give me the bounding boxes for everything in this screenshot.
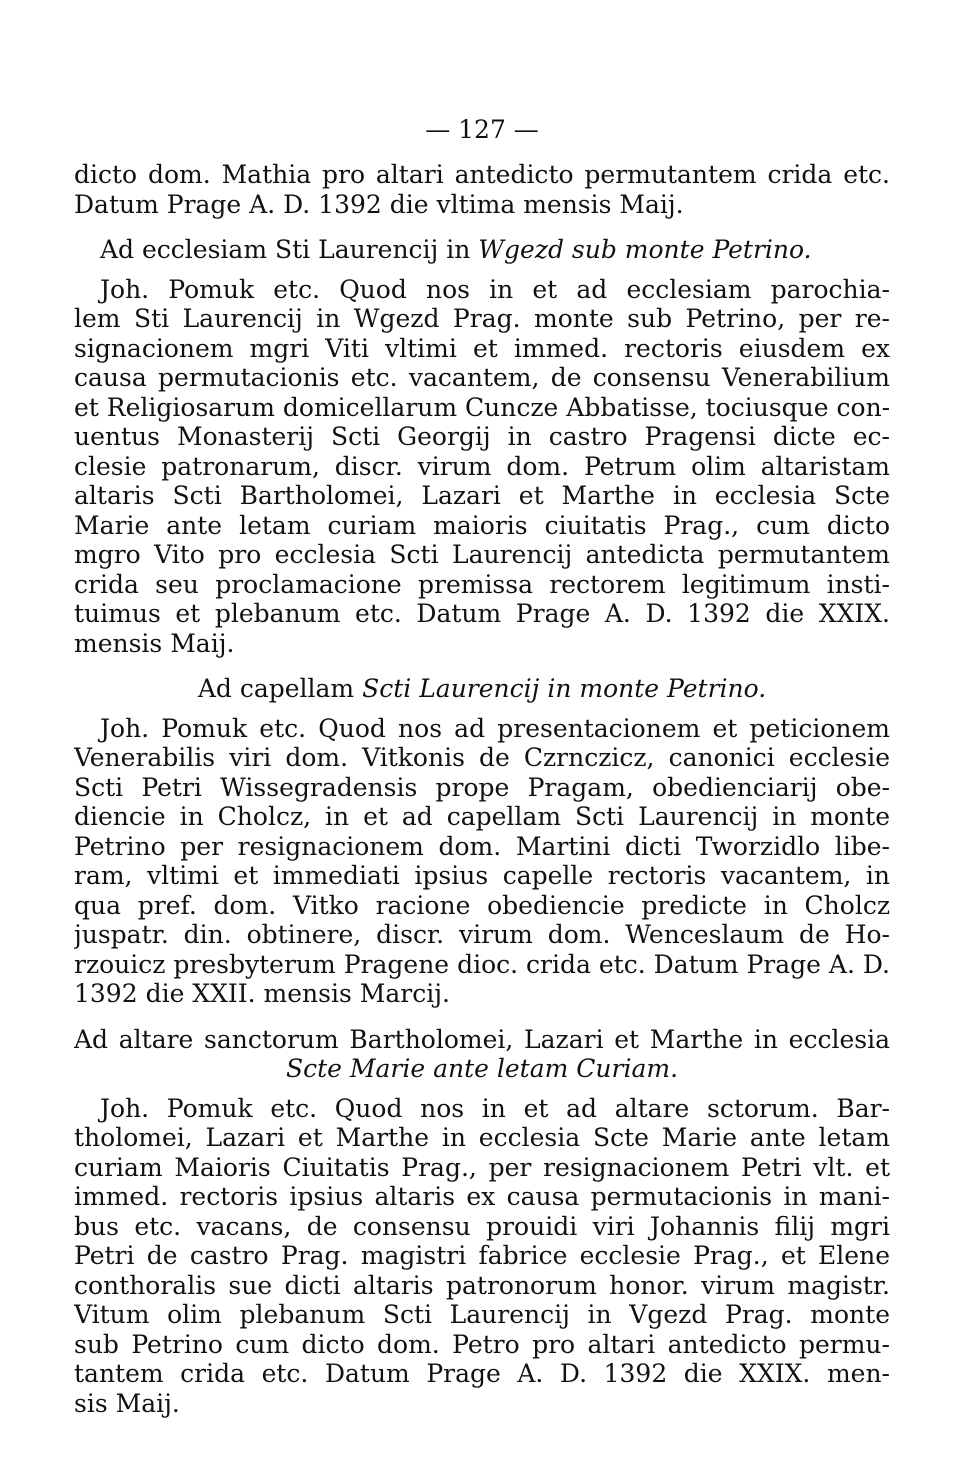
text-line: Marie ante letam curiam maioris ciuitatis Prag., cum dicto (74, 510, 890, 540)
text-line: tuimus et plebanum etc. Datum Prage A. D. 1392 die XXIX. (74, 599, 890, 628)
paragraph-3 (74, 714, 890, 1009)
text-line: ram, vltimi et immediati ipsius capelle rectoris vacantem, in (74, 861, 890, 890)
text-line: Datum Prage A. D. 1392 die vltima mensis Maij. (74, 189, 684, 219)
section-heading-1 (74, 235, 890, 265)
text-line: lem Sti Laurencij in Wgezd Prag. monte sub Petrino, per re- (74, 304, 890, 333)
text-line: conthoralis sue dicti altaris patronorum honor. virum magistr. (74, 1270, 890, 1300)
text-line: curiam Maioris Ciuitatis Prag., per resignacionem Petri vlt. et (74, 1152, 890, 1182)
text-line: tholomei, Lazari et Marthe in ecclesia Scte Marie ante letam (74, 1123, 890, 1152)
text-line: Joh. Pomuk etc. Quod nos in et ad altare sctorum. Bar- (100, 1093, 890, 1123)
text-line: Petrino per resignacionem dom. Martini dicti Tworzidlo libe- (74, 831, 890, 861)
document-page (74, 108, 890, 1418)
text-line: sis Maij. (74, 1388, 180, 1418)
text-line: juspatr. din. obtinere, discr. virum dom. Wenceslaum de Ho- (74, 920, 890, 949)
text-line: mgro Vito pro ecclesia Scti Laurencij antedicta permutantem (74, 540, 890, 569)
text-line: crida seu proclamacione premissa rectorem legitimum insti- (74, 569, 890, 599)
text-line: clesie patronarum, discr. virum dom. Petrum olim altaristam (74, 451, 890, 481)
page-number: — 127 — (425, 115, 539, 144)
heading-italic: Scti Laurencij in monte Petrino. (362, 674, 767, 703)
text-line: signacionem mgri Viti vltimi et immed. rectoris eiusdem ex (74, 333, 890, 363)
text-line: et Religiosarum domicellarum Cuncze Abbatisse, tociusque con- (74, 392, 890, 422)
heading-text: Ad capellam (197, 674, 363, 703)
text-line: causa permutacionis etc. vacantem, de consensu Venerabilium (74, 363, 890, 392)
text-line: diencie in Cholcz, in et ad capellam Scti Laurencij in monte (74, 802, 890, 831)
text-line: Joh. Pomuk etc. Quod nos ad presentacionem et peticionem (100, 713, 890, 743)
text-line: Petri de castro Prag. magistri fabrice ecclesie Prag., et Elene (74, 1241, 890, 1270)
heading-italic: Scte Marie ante letam Curiam. (285, 1054, 679, 1083)
section-heading-3: Ad altare sanctorum Bartholomei, Lazari et Marthe in ecclesia (74, 1024, 890, 1054)
text-line: sub Petrino cum dicto dom. Petro pro altari antedicto permu- (74, 1329, 890, 1359)
text-line: Scti Petri Wissegradensis prope Pragam, obedienciarij obe- (74, 772, 890, 802)
text-line: Venerabilis viri dom. Vitkonis de Czrnczicz, canonici ecclesie (74, 743, 890, 772)
text-line: bus etc. vacans, de consensu prouidi viri Johannis filij mgri (74, 1211, 890, 1241)
section-heading-2 (74, 674, 890, 704)
paragraph-2 (74, 275, 890, 659)
text-line: mensis Maij. (74, 628, 235, 658)
text-line: 1392 die XXII. mensis Marcij. (74, 979, 450, 1008)
text-line: Joh. Pomuk etc. Quod nos in et ad ecclesiam parochia- (100, 274, 890, 304)
paragraph-1 (74, 160, 890, 219)
text-line: rzouicz presbyterum Pragene dioc. crida etc. Datum Prage A. D. (74, 949, 890, 979)
text-line: tantem crida etc. Datum Prage A. D. 1392 die XXIX. men- (74, 1359, 890, 1388)
paragraph-4 (74, 1094, 890, 1419)
text-line: immed. rectoris ipsius altaris ex causa permutacionis in mani- (74, 1182, 890, 1211)
text-line: qua pref. dom. Vitko racione obediencie predicte in Cholcz (74, 890, 890, 920)
heading-text: Ad ecclesiam Sti Laurencij in (100, 235, 479, 264)
section-heading-3-italic (74, 1054, 890, 1084)
text-line: dicto dom. Mathia pro altari antedicto permutantem crida etc. (74, 160, 890, 189)
text-line: Vitum olim plebanum Scti Laurencij in Vgezd Prag. monte (74, 1300, 890, 1329)
text-line: uentus Monasterij Scti Georgij in castro Pragensi dicte ec- (74, 422, 890, 451)
heading-italic: Wgezd sub monte Petrino. (478, 235, 812, 264)
text-line: altaris Scti Bartholomei, Lazari et Marthe in ecclesia Scte (74, 481, 890, 510)
